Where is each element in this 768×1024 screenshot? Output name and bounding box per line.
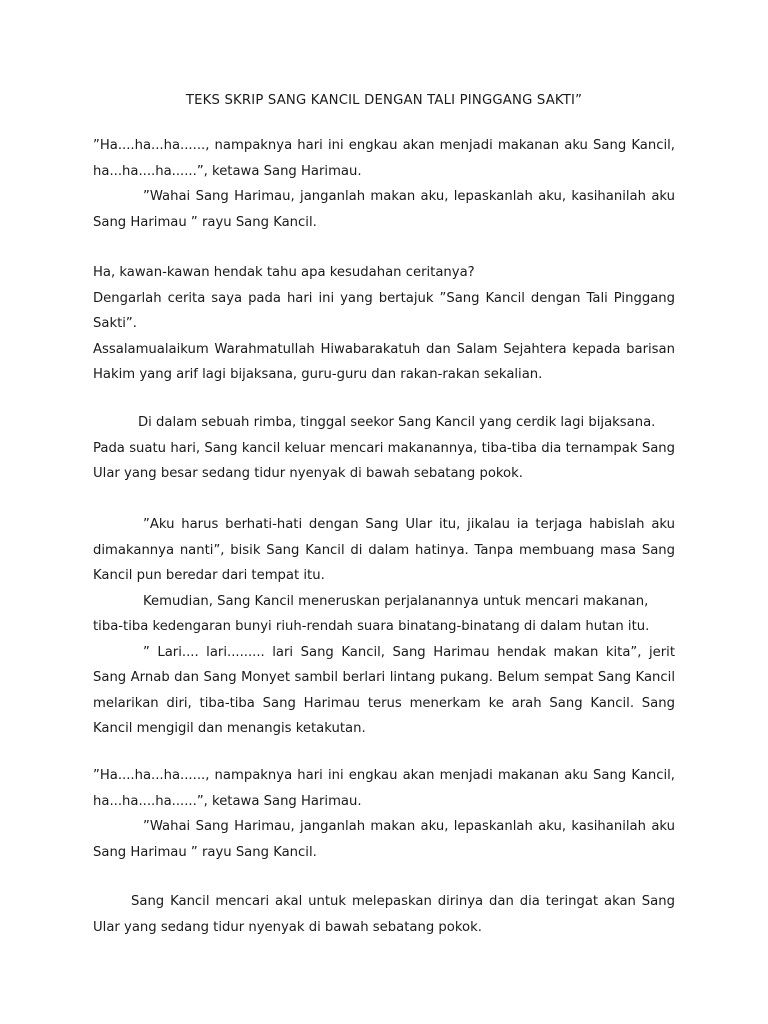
- paragraph: ”Ha....ha...ha......, nampaknya hari ini engkau akan menjadi makanan aku Sang Kancil, ha...ha....ha......”, ketawa Sang Harimau.: [93, 138, 675, 179]
- paragraph: ”Aku harus berhati-hati dengan Sang Ular itu, jikalau ia terjaga habislah aku dimakannya nanti”, bisik Sang Kancil di dalam hatinya. Tanpa membuang masa Sang Kancil pun beredar dari tempat itu.: [93, 517, 675, 583]
- paragraph-block-1: [93, 133, 675, 235]
- document-title: TEKS SKRIP SANG KANCIL DENGAN TALI PINGGANG SAKTI”: [185, 93, 583, 108]
- paragraph: ”Wahai Sang Harimau, janganlah makan aku, lepaskanlah aku, kasihanilah aku Sang Harimau ” rayu Sang Kancil.: [93, 819, 675, 860]
- paragraph: Dengarlah cerita saya pada hari ini yang bertajuk ”Sang Kancil dengan Tali Pinggang Sakti”.: [93, 290, 675, 331]
- paragraph: ” Lari.... lari......... lari Sang Kancil, Sang Harimau hendak makan kita”, jerit Sang Arnab dan Sang Monyet sambil berlari lintang pukang. Belum sempat Sang Kancil melarikan diri, tiba-tiba Sang Harimau terus menerkam ke arah Sang Kancil. Sang Kancil mengigil dan menangis ketakutan.: [93, 644, 675, 736]
- paragraph: Pada suatu hari, Sang kancil keluar mencari makanannya, tiba-tiba dia ternampak Sang Ular yang besar sedang tidur nyenyak di bawah sebatang pokok.: [93, 440, 675, 481]
- paragraph: Sang Kancil mencari akal untuk melepaskan dirinya dan dia teringat akan Sang Ular yang sedang tidur nyenyak di bawah sebatang pokok.: [93, 894, 675, 935]
- paragraph-block-2: [93, 260, 675, 388]
- paragraph: Assalamualaikum Warahmatullah Hiwabarakatuh dan Salam Sejahtera kepada barisan Hakim yang arif lagi bijaksana, guru-guru dan rakan-rakan sekalian.: [93, 341, 675, 382]
- paragraph-block-6: [93, 889, 675, 940]
- paragraph-block-4: [93, 512, 675, 742]
- paragraph-block-5: [93, 763, 675, 865]
- paragraph: tiba-tiba kedengaran bunyi riuh-rendah suara binatang-binatang di dalam hutan itu.: [93, 619, 650, 634]
- paragraph: Di dalam sebuah rimba, tinggal seekor Sang Kancil yang cerdik lagi bijaksana.: [138, 415, 656, 430]
- paragraph: ”Ha....ha...ha......, nampaknya hari ini engkau akan menjadi makanan aku Sang Kancil, ha...ha....ha......”, ketawa Sang Harimau.: [93, 768, 675, 809]
- paragraph-block-3: [93, 410, 675, 487]
- paragraph: Kemudian, Sang Kancil meneruskan perjalanannya untuk mencari makanan,: [143, 593, 649, 609]
- paragraph: ”Wahai Sang Harimau, janganlah makan aku, lepaskanlah aku, kasihanilah aku Sang Harimau ” rayu Sang Kancil.: [93, 189, 675, 230]
- paragraph: Ha, kawan-kawan hendak tahu apa kesudahan ceritanya?: [93, 265, 475, 280]
